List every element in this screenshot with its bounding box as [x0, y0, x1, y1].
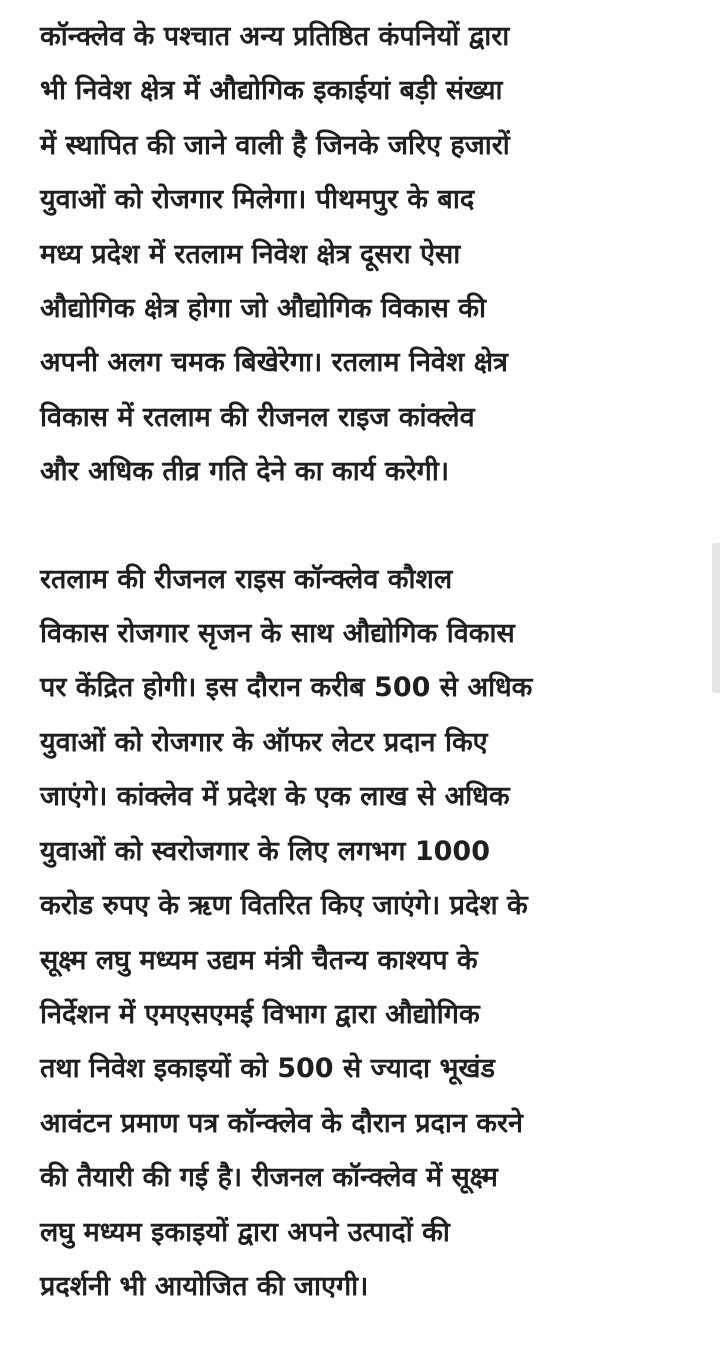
paragraph-1: [40, 10, 700, 500]
paragraph-line: विकास रोजगार सृजन के साथ औद्योगिक विकास: [40, 618, 515, 650]
paragraph-spacer: [40, 500, 700, 553]
paragraph-2: [40, 553, 700, 1315]
paragraph-line: अपनी अलग चमक बिखेरेगा। रतलाम निवेश क्षेत्र: [40, 347, 508, 379]
paragraph-line: मध्य प्रदेश में रतलाम निवेश क्षेत्र दूसरा ऐसा: [40, 238, 461, 270]
paragraph-line: युवाओं को स्वरोजगार के लिए लगभग 1000: [40, 835, 491, 867]
paragraph-line: करोड रुपए के ऋण वितरित किए जाएंगे। प्रदेश के: [40, 890, 528, 922]
paragraph-line: कॉन्क्लेव के पश्चात अन्य प्रतिष्ठित कंपनियों द्वारा: [40, 21, 510, 52]
article-body: [40, 10, 700, 1314]
paragraph-line: सूक्ष्म लघु मध्यम उद्यम मंत्री चैतन्य काश्यप के: [40, 944, 478, 976]
scrollbar-thumb[interactable]: [712, 543, 720, 693]
paragraph-line: भी निवेश क्षेत्र में औद्योगिक इकाईयां बड़ी संख्या: [40, 75, 503, 107]
paragraph-line: तथा निवेश इकाइयों को 500 से ज्यादा भूखंड: [40, 1053, 495, 1085]
paragraph-line: निर्देशन में एमएसएमई विभाग द्वारा औद्योगिक: [40, 998, 480, 1030]
paragraph-line: आवंटन प्रमाण पत्र कॉन्क्लेव के दौरान प्रदान करने: [40, 1107, 524, 1139]
paragraph-line: रतलाम की रीजनल राइस कॉन्क्लेव कौशल: [40, 563, 453, 595]
paragraph-line: औद्योगिक क्षेत्र होगा जो औद्योगिक विकास की: [40, 293, 487, 325]
paragraph-line: लघु मध्यम इकाइयों द्वारा अपने उत्पादों की: [40, 1216, 450, 1248]
paragraph-line: पर केंद्रित होगी। इस दौरान करीब 500 से अधिक: [40, 672, 533, 704]
paragraph-line: प्रदर्शनी भी आयोजित की जाएगी।: [40, 1270, 369, 1302]
paragraph-line: की तैयारी की गई है। रीजनल कॉन्क्लेव में सूक्ष्म: [40, 1162, 498, 1194]
paragraph-line: युवाओं को रोजगार मिलेगा। पीथमपुर के बाद: [40, 184, 475, 216]
paragraph-line: युवाओं को रोजगार के ऑफर लेटर प्रदान किए: [40, 726, 488, 758]
paragraph-line: विकास में रतलाम की रीजनल राइज कांक्लेव: [40, 401, 475, 433]
paragraph-line: जाएंगे। कांक्लेव में प्रदेश के एक लाख से अधिक: [40, 781, 510, 813]
paragraph-line: और अधिक तीव्र गति देने का कार्य करेगी।: [40, 456, 450, 488]
paragraph-line: में स्थापित की जाने वाली है जिनके जरिए हजारों: [40, 129, 510, 161]
